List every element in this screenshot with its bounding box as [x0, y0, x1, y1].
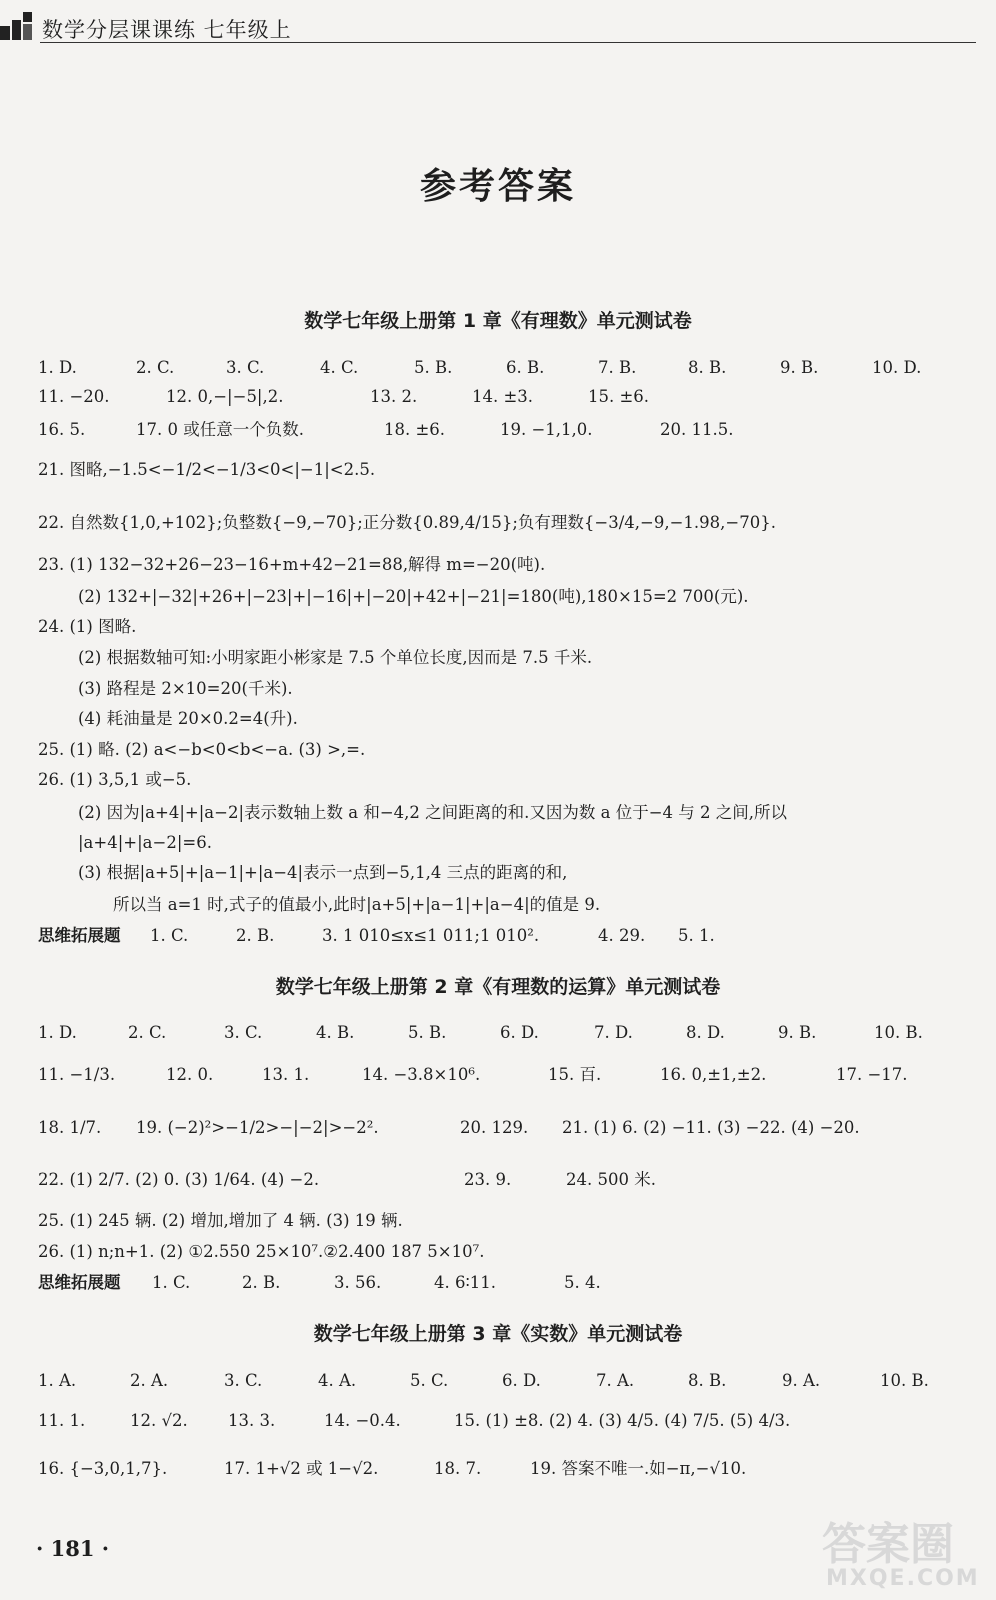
answer-item: 5. 1. [678, 926, 715, 945]
answer-item: 14. −0.4. [324, 1411, 401, 1430]
answer-item: 9. A. [782, 1371, 821, 1390]
answer-item: 4. C. [320, 358, 359, 377]
answer-item: 6. D. [502, 1371, 541, 1390]
answer-item: 23. 9. [464, 1170, 512, 1189]
ch1-q26-part1: 26. (1) 3,5,1 或−5. [38, 770, 192, 789]
answer-item: 5. 4. [564, 1273, 601, 1292]
chapter-2-title: 数学七年级上册第 2 章《有理数的运算》单元测试卷 [275, 976, 721, 998]
answer-item: 2. B. [242, 1273, 281, 1292]
answer-item: 20. 11.5. [660, 420, 734, 439]
answer-item: 19. 答案不唯一.如−π,−√10. [530, 1459, 747, 1478]
answer-item: 17. −17. [836, 1065, 908, 1084]
answer-item: 1. D. [38, 1023, 77, 1042]
answer-item: 6. B. [506, 358, 545, 377]
answer-item: 19. (−2)²>−1/2>−|−2|>−2². [136, 1118, 379, 1137]
answer-item: 1. D. [38, 358, 77, 377]
answer-item: 4. B. [316, 1023, 355, 1042]
ch3-row-3 [38, 1458, 980, 1480]
answer-item: 9. B. [780, 358, 819, 377]
answer-item: 6. D. [500, 1023, 539, 1042]
answer-item: 5. B. [414, 358, 453, 377]
ch3-row-2 [38, 1410, 980, 1432]
answer-item: 1. C. [152, 1273, 191, 1292]
answer-item: 14. −3.8×10⁶. [362, 1065, 481, 1084]
answer-item: 19. −1,1,0. [500, 420, 593, 439]
watermark-url-text: MXQE.COM [826, 1566, 980, 1591]
answer-item: 11. 1. [38, 1411, 86, 1430]
answer-item: 5. C. [410, 1371, 449, 1390]
answer-item: 11. −1/3. [38, 1065, 116, 1084]
answer-item: 16. {−3,0,1,7}. [38, 1459, 168, 1478]
answer-item: 17. 0 或任意一个负数. [136, 420, 304, 439]
ch1-q24-part4: (4) 耗油量是 20×0.2=4(升). [78, 709, 298, 728]
answer-item: 18. 7. [434, 1459, 482, 1478]
chapter-1-title: 数学七年级上册第 1 章《有理数》单元测试卷 [304, 310, 692, 332]
answer-item: 4. 29. [598, 926, 646, 945]
ch1-q26-part2: (2) 因为|a+4|+|a−2|表示数轴上数 a 和−4,2 之间距离的和.又因为数 a 位于−4 与 2 之间,所以 [78, 803, 788, 822]
answer-item: 12. √2. [130, 1411, 188, 1430]
ch2-row-3 [38, 1117, 980, 1139]
answer-item: 10. B. [880, 1371, 929, 1390]
answer-item: 8. B. [688, 1371, 727, 1390]
answer-item: 7. B. [598, 358, 637, 377]
answer-item: 17. 1+√2 或 1−√2. [224, 1459, 379, 1478]
answer-item: 22. (1) 2/7. (2) 0. (3) 1/64. (4) −2. [38, 1170, 320, 1189]
corner-logo-icon [0, 10, 34, 42]
answer-item: 1. A. [38, 1371, 77, 1390]
answer-item: 7. D. [594, 1023, 633, 1042]
page-number: · 181 · [36, 1536, 110, 1561]
watermark [814, 1508, 980, 1598]
answer-item: 2. C. [128, 1023, 167, 1042]
answer-item: 13. 3. [228, 1411, 276, 1430]
answer-item: 16. 5. [38, 420, 86, 439]
page-header [0, 0, 996, 48]
answer-item: 3. 56. [334, 1273, 382, 1292]
ch1-row-1 [38, 357, 980, 379]
ch2-extension-row [38, 1272, 980, 1294]
ch1-row-3 [38, 419, 980, 441]
answer-item: 2. C. [136, 358, 175, 377]
answer-item: 18. 1/7. [38, 1118, 102, 1137]
ch1-extension-row [38, 925, 980, 947]
ch1-q25: 25. (1) 略. (2) a<−b<0<b<−a. (3) >,=. [38, 740, 366, 759]
extension-label: 思维拓展题 [38, 1273, 121, 1292]
answer-item: 3. 1 010≤x≤1 011;1 010². [322, 926, 540, 945]
answer-item: 14. ±3. [472, 387, 534, 406]
ch1-q24-part1: 24. (1) 图略. [38, 617, 137, 636]
answer-item: 3. C. [224, 1371, 263, 1390]
answer-item: 15. ±6. [588, 387, 650, 406]
ch1-q23-part2: (2) 132+|−32|+26+|−23|+|−16|+|−20|+42+|−21|=180(吨),180×15=2 700(元). [78, 587, 749, 606]
answer-item: 13. 2. [370, 387, 418, 406]
header-title: 数学分层课课练 七年级上 [42, 18, 292, 42]
answer-item: 16. 0,±1,±2. [660, 1065, 767, 1084]
answer-item: 10. B. [874, 1023, 923, 1042]
extension-label: 思维拓展题 [38, 926, 121, 945]
ch1-row-2 [38, 386, 980, 408]
answer-item: 12. 0. [166, 1065, 214, 1084]
page-title: 参考答案 [419, 166, 576, 207]
ch2-q26: 26. (1) n;n+1. (2) ①2.550 25×10⁷.②2.400 187 5×10⁷. [38, 1242, 485, 1261]
answer-item: 2. A. [130, 1371, 169, 1390]
ch1-q24-part2: (2) 根据数轴可知:小明家距小彬家是 7.5 个单位长度,因而是 7.5 千米. [78, 648, 593, 667]
answer-item: 5. B. [408, 1023, 447, 1042]
ch2-row-1 [38, 1022, 980, 1044]
ch2-row-4 [38, 1169, 980, 1191]
answer-item: 21. (1) 6. (2) −11. (3) −22. (4) −20. [562, 1118, 860, 1137]
ch1-q21: 21. 图略,−1.5<−1/2<−1/3<0<|−1|<2.5. [38, 460, 376, 479]
answer-item: 7. A. [596, 1371, 635, 1390]
ch1-q26-part3-cont: 所以当 a=1 时,式子的值最小,此时|a+5|+|a−1|+|a−4|的值是 9. [113, 895, 601, 914]
ch2-q25: 25. (1) 245 辆. (2) 增加,增加了 4 辆. (3) 19 辆. [38, 1211, 403, 1230]
ch1-q22: 22. 自然数{1,0,+102};负整数{−9,−70};正分数{0.89,4/15};负有理数{−3/4,−9,−1.98,−70}. [38, 513, 776, 532]
watermark-logo-text: 答案圈 [822, 1519, 954, 1570]
answer-item: 13. 1. [262, 1065, 310, 1084]
answer-item: 11. −20. [38, 387, 110, 406]
chapter-3-title: 数学七年级上册第 3 章《实数》单元测试卷 [313, 1323, 683, 1345]
answer-item: 4. A. [318, 1371, 357, 1390]
answer-item: 24. 500 米. [566, 1170, 656, 1189]
ch1-q24-part3: (3) 路程是 2×10=20(千米). [78, 679, 293, 698]
answer-item: 9. B. [778, 1023, 817, 1042]
answer-item: 3. C. [226, 358, 265, 377]
answer-item: 8. B. [688, 358, 727, 377]
ch3-row-1 [38, 1370, 980, 1392]
answer-item: 15. (1) ±8. (2) 4. (3) 4/5. (4) 7/5. (5) 4/3. [454, 1411, 791, 1430]
answer-item: 2. B. [236, 926, 275, 945]
answer-item: 8. D. [686, 1023, 725, 1042]
answer-item: 20. 129. [460, 1118, 529, 1137]
answer-item: 12. 0,−|−5|,2. [166, 387, 284, 406]
answer-item: 15. 百. [548, 1065, 602, 1084]
ch2-row-2 [38, 1064, 980, 1086]
answer-item: 18. ±6. [384, 420, 446, 439]
answer-item: 10. D. [872, 358, 922, 377]
ch1-q23-part1: 23. (1) 132−32+26−23−16+m+42−21=88,解得 m=−20(吨). [38, 555, 546, 574]
header-rule [40, 42, 976, 43]
answer-item: 3. C. [224, 1023, 263, 1042]
answer-item: 1. C. [150, 926, 189, 945]
answer-item: 4. 6∶11. [434, 1273, 497, 1292]
ch1-q26-part2-cont: |a+4|+|a−2|=6. [78, 833, 212, 852]
ch1-q26-part3: (3) 根据|a+5|+|a−1|+|a−4|表示一点到−5,1,4 三点的距离的和, [78, 863, 568, 882]
